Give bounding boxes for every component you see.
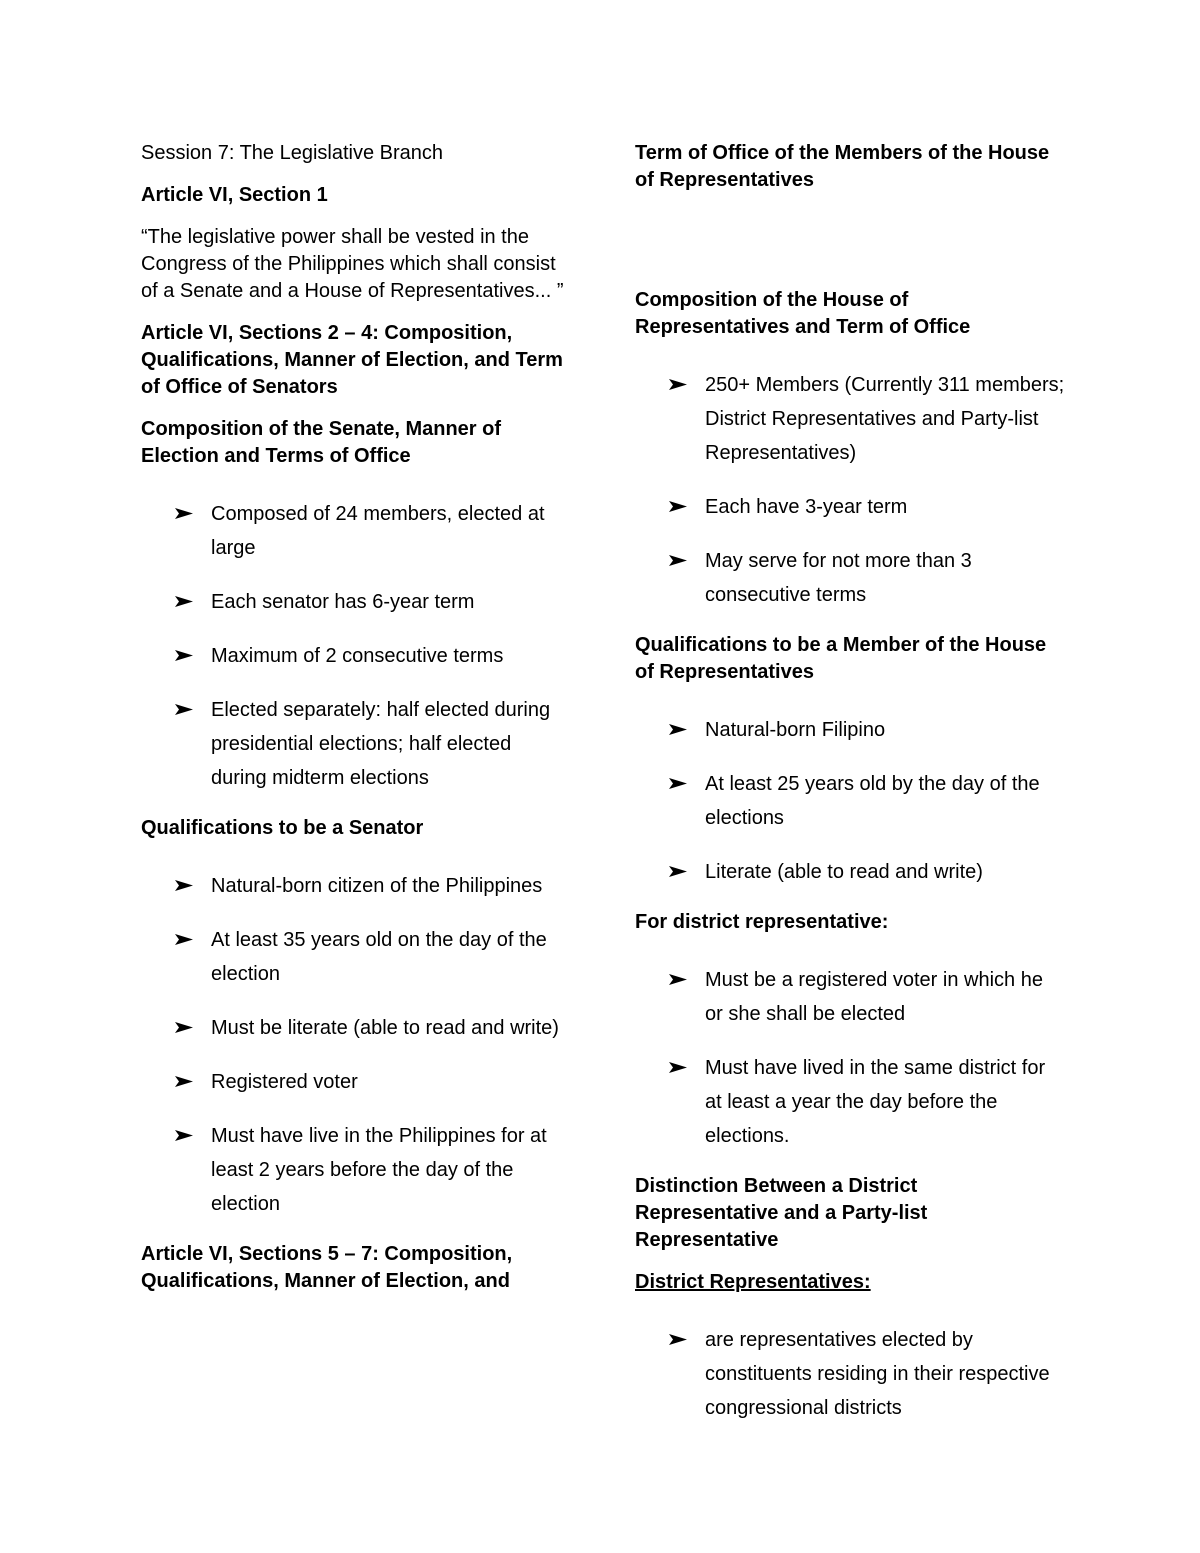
- arrow-bullet-icon: [669, 1333, 687, 1346]
- bullet-item: [141, 497, 571, 565]
- arrow-bullet-icon: [669, 973, 687, 986]
- right-column: [635, 140, 1065, 1445]
- arrow-bullet-icon: [175, 933, 193, 946]
- arrow-bullet-icon: [175, 1075, 193, 1088]
- senate-composition-heading: Composition of the Senate, Manner of Election and Terms of Office: [141, 418, 502, 467]
- article-1-heading: Article VI, Section 1: [141, 184, 328, 206]
- arrow-bullet-icon: [669, 777, 687, 790]
- bullet-item: [635, 767, 1065, 835]
- arrow-bullet-icon: [175, 1129, 193, 1142]
- bullet-text: Registered voter: [211, 1071, 358, 1093]
- bullet-text: Maximum of 2 consecutive terms: [211, 645, 504, 667]
- district-rep-list: [635, 936, 1065, 1153]
- bullet-item: [141, 639, 571, 673]
- bullet-item: [141, 1119, 571, 1221]
- bullet-text: At least 25 years old by the day of the elections: [705, 773, 1040, 829]
- blank-space: [635, 209, 1065, 287]
- bullet-item: [141, 1065, 571, 1099]
- bullet-text: Must have live in the Philippines for at least 2 years before the day of the election: [211, 1125, 547, 1215]
- district-representatives-list: [635, 1296, 1065, 1425]
- arrow-bullet-icon: [669, 378, 687, 391]
- bullet-item: [141, 1011, 571, 1045]
- arrow-bullet-icon: [175, 1021, 193, 1034]
- arrow-bullet-icon: [175, 595, 193, 608]
- house-composition-list: [635, 341, 1065, 612]
- bullet-text: Must be literate (able to read and write): [211, 1017, 559, 1039]
- house-composition-heading: Composition of the House of Representatives and Term of Office: [635, 289, 971, 338]
- article-1-quote: “The legislative power shall be vested in the Congress of the Philippines which shall consist of a Senate and a House of Representatives... ”: [141, 226, 564, 302]
- bullet-text: Literate (able to read and write): [705, 861, 983, 883]
- session-title: Session 7: The Legislative Branch: [141, 142, 444, 164]
- bullet-item: [635, 368, 1065, 470]
- bullet-text: Elected separately: half elected during presidential elections; half elected during midterm elections: [211, 699, 551, 789]
- bullet-text: Each have 3-year term: [705, 496, 908, 518]
- left-column: [141, 140, 571, 1310]
- bullet-item: [141, 923, 571, 991]
- bullet-item: [635, 1051, 1065, 1153]
- arrow-bullet-icon: [669, 554, 687, 567]
- distinction-heading: Distinction Between a District Representative and a Party-list Representative: [635, 1175, 928, 1251]
- bullet-item: [141, 693, 571, 795]
- bullet-text: Natural-born Filipino: [705, 719, 886, 741]
- arrow-bullet-icon: [669, 865, 687, 878]
- bullet-text: Must have lived in the same district for at least a year the day before the elections.: [705, 1057, 1046, 1147]
- bullet-item: [635, 544, 1065, 612]
- bullet-text: May serve for not more than 3 consecutive terms: [705, 550, 972, 606]
- senator-qualifications-heading: Qualifications to be a Senator: [141, 817, 424, 839]
- house-qualifications-list: [635, 686, 1065, 889]
- bullet-item: [635, 1323, 1065, 1425]
- bullet-text: Must be a registered voter in which he or she shall be elected: [705, 969, 1043, 1025]
- arrow-bullet-icon: [669, 500, 687, 513]
- bullet-text: Natural-born citizen of the Philippines: [211, 875, 543, 897]
- term-of-office-heading: Term of Office of the Members of the House of Representatives: [635, 142, 1050, 191]
- district-representatives-heading: District Representatives:: [635, 1271, 871, 1293]
- bullet-text: are representatives elected by constituents residing in their respective congressional districts: [705, 1329, 1050, 1419]
- arrow-bullet-icon: [669, 1061, 687, 1074]
- bullet-text: Composed of 24 members, elected at large: [211, 503, 545, 559]
- arrow-bullet-icon: [669, 723, 687, 736]
- bullet-item: [635, 490, 1065, 524]
- bullet-item: [141, 869, 571, 903]
- house-qualifications-heading: Qualifications to be a Member of the House of Representatives: [635, 634, 1047, 683]
- arrow-bullet-icon: [175, 879, 193, 892]
- senate-composition-list: [141, 470, 571, 795]
- bullet-item: [141, 585, 571, 619]
- article-5-heading: Article VI, Sections 5 – 7: Composition, Qualifications, Manner of Election, and: [141, 1243, 513, 1292]
- arrow-bullet-icon: [175, 507, 193, 520]
- bullet-item: [635, 855, 1065, 889]
- district-rep-heading: For district representative:: [635, 911, 889, 933]
- bullet-item: [635, 713, 1065, 747]
- arrow-bullet-icon: [175, 703, 193, 716]
- bullet-text: At least 35 years old on the day of the election: [211, 929, 547, 985]
- senator-qualifications-list: [141, 842, 571, 1221]
- bullet-item: [635, 963, 1065, 1031]
- bullet-text: 250+ Members (Currently 311 members; District Representatives and Party-list Representatives): [705, 374, 1065, 464]
- arrow-bullet-icon: [175, 649, 193, 662]
- article-2-heading: Article VI, Sections 2 – 4: Composition, Qualifications, Manner of Election, and Term of Office of Senators: [141, 322, 563, 398]
- bullet-text: Each senator has 6-year term: [211, 591, 475, 613]
